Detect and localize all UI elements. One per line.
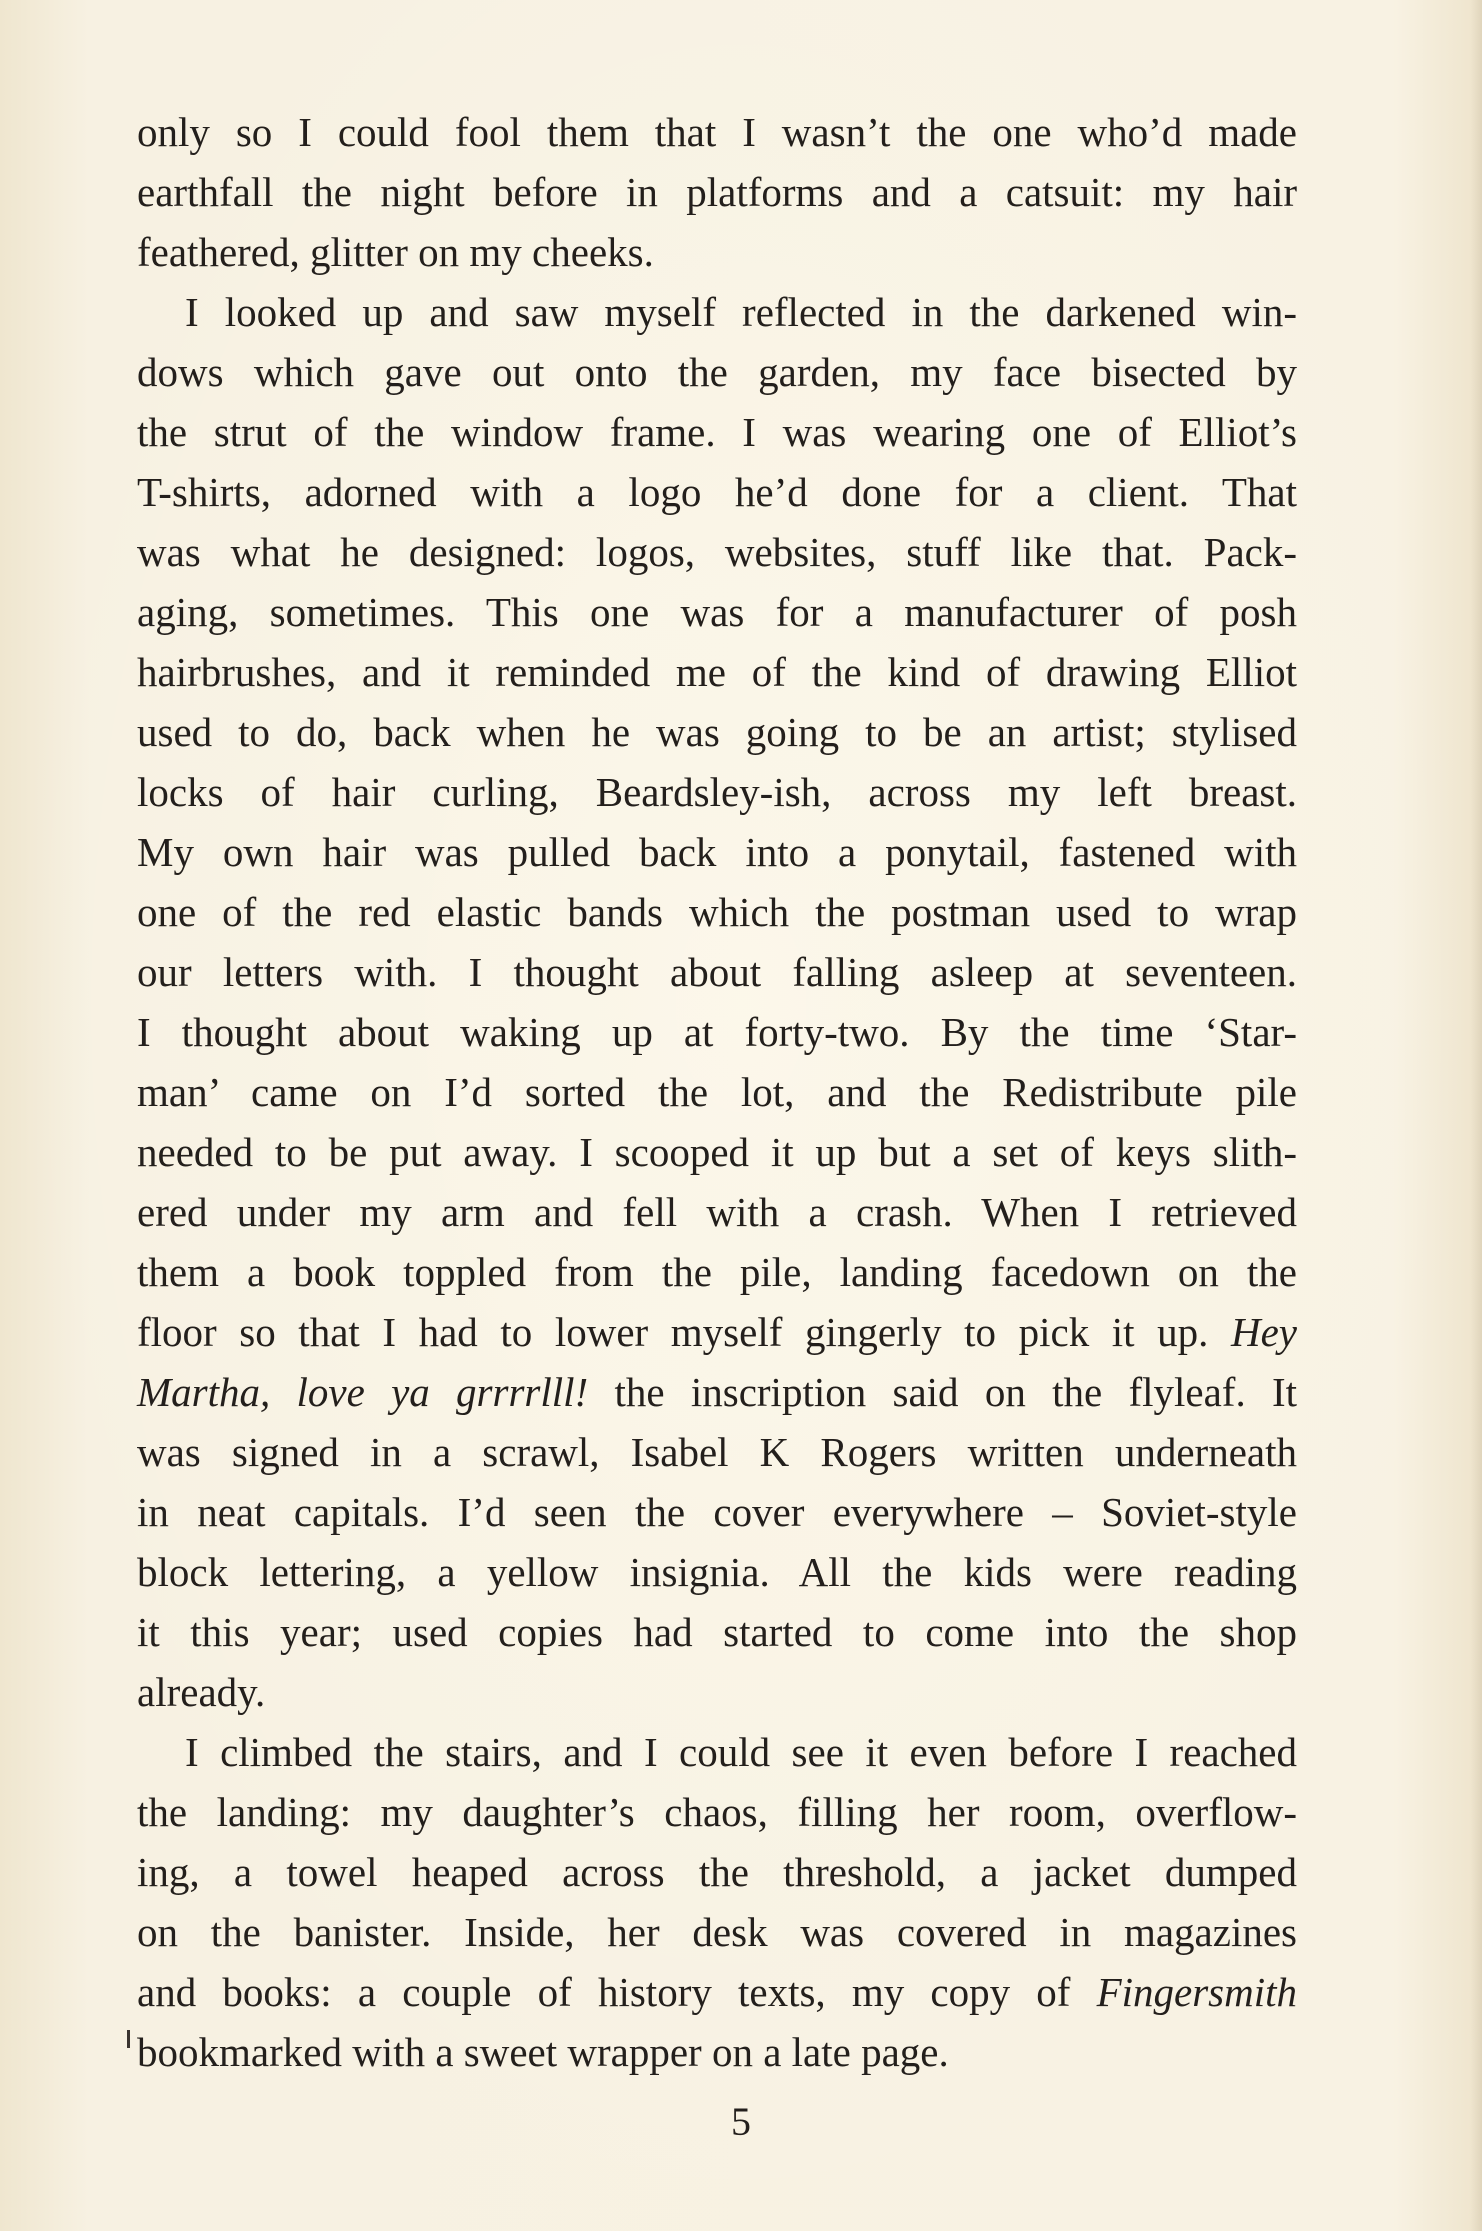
text-line-mixed [137,1302,1297,1362]
paragraph-3 [137,1722,1297,2082]
page-edge-shadow [1470,0,1482,2231]
text-run: floor so that I had to lower myself gingerly to pick it up. [137,1309,1209,1355]
margin-tick-mark [127,2030,130,2048]
body-text [137,102,1297,2082]
text-line: T-shirts, adorned with a logo he’d done for a client. That [137,469,1297,515]
text-line: in neat capitals. I’d seen the cover everywhere – Soviet-style [137,1489,1297,1535]
text-line: was what he designed: logos, websites, stuff like that. Pack- [137,529,1297,575]
text-line: already. [137,1669,266,1715]
italic-run: Martha, love ya grrrrlll! [137,1369,589,1415]
text-line: I climbed the stairs, and I could see it even before I reached [185,1729,1297,1775]
text-line: it this year; used copies had started to come into the shop [137,1609,1297,1655]
text-line: I looked up and saw myself reflected in the darkened win- [185,289,1297,335]
text-line: our letters with. I thought about falling asleep at seventeen. [137,949,1297,995]
text-line: ing, a towel heaped across the threshold, a jacket dumped [137,1849,1297,1895]
text-line: was signed in a scrawl, Isabel K Rogers written underneath [137,1429,1297,1475]
text-line: locks of hair curling, Beardsley-ish, across my left breast. [137,769,1297,815]
text-line: dows which gave out onto the garden, my face bisected by [137,349,1297,395]
text-line: hairbrushes, and it reminded me of the kind of drawing Elliot [137,649,1297,695]
text-line: man’ came on I’d sorted the lot, and the Redistribute pile [137,1069,1297,1115]
italic-run: Hey [1230,1309,1297,1355]
text-line: feathered, glitter on my cheeks. [137,229,654,275]
text-line: needed to be put away. I scooped it up but a set of keys slith- [137,1129,1297,1175]
text-line: bookmarked with a sweet wrapper on a late page. [137,2029,949,2075]
text-line: ered under my arm and fell with a crash. When I retrieved [137,1189,1297,1235]
text-line: used to do, back when he was going to be an artist; stylised [137,709,1297,755]
text-line: My own hair was pulled back into a ponytail, fastened with [137,829,1297,875]
text-line: block lettering, a yellow insignia. All the kids were reading [137,1549,1297,1595]
page-number: 5 [731,2099,751,2144]
paragraph-2 [137,282,1297,1722]
text-line: one of the red elastic bands which the postman used to wrap [137,889,1297,935]
text-line: earthfall the night before in platforms and a catsuit: my hair [137,169,1297,215]
text-line: I thought about waking up at forty-two. By the time ‘Star- [137,1009,1297,1055]
text-line: only so I could fool them that I wasn’t the one who’d made [137,109,1297,155]
italic-run: Fingersmith [1096,1969,1297,2015]
text-run: the inscription said on the flyleaf. It [614,1369,1298,1415]
paragraph-1 [137,102,1297,282]
text-line: the landing: my daughter’s chaos, filling her room, overflow- [137,1789,1297,1835]
text-run: and books: a couple of history texts, my copy of [137,1969,1071,2015]
text-line-mixed [137,1962,1297,2022]
text-line: them a book toppled from the pile, landing facedown on the [137,1249,1297,1295]
text-line: aging, sometimes. This one was for a manufacturer of posh [137,589,1297,635]
text-line-mixed [137,1362,1297,1422]
text-line: on the banister. Inside, her desk was covered in magazines [137,1909,1297,1955]
text-line: the strut of the window frame. I was wearing one of Elliot’s [137,409,1297,455]
